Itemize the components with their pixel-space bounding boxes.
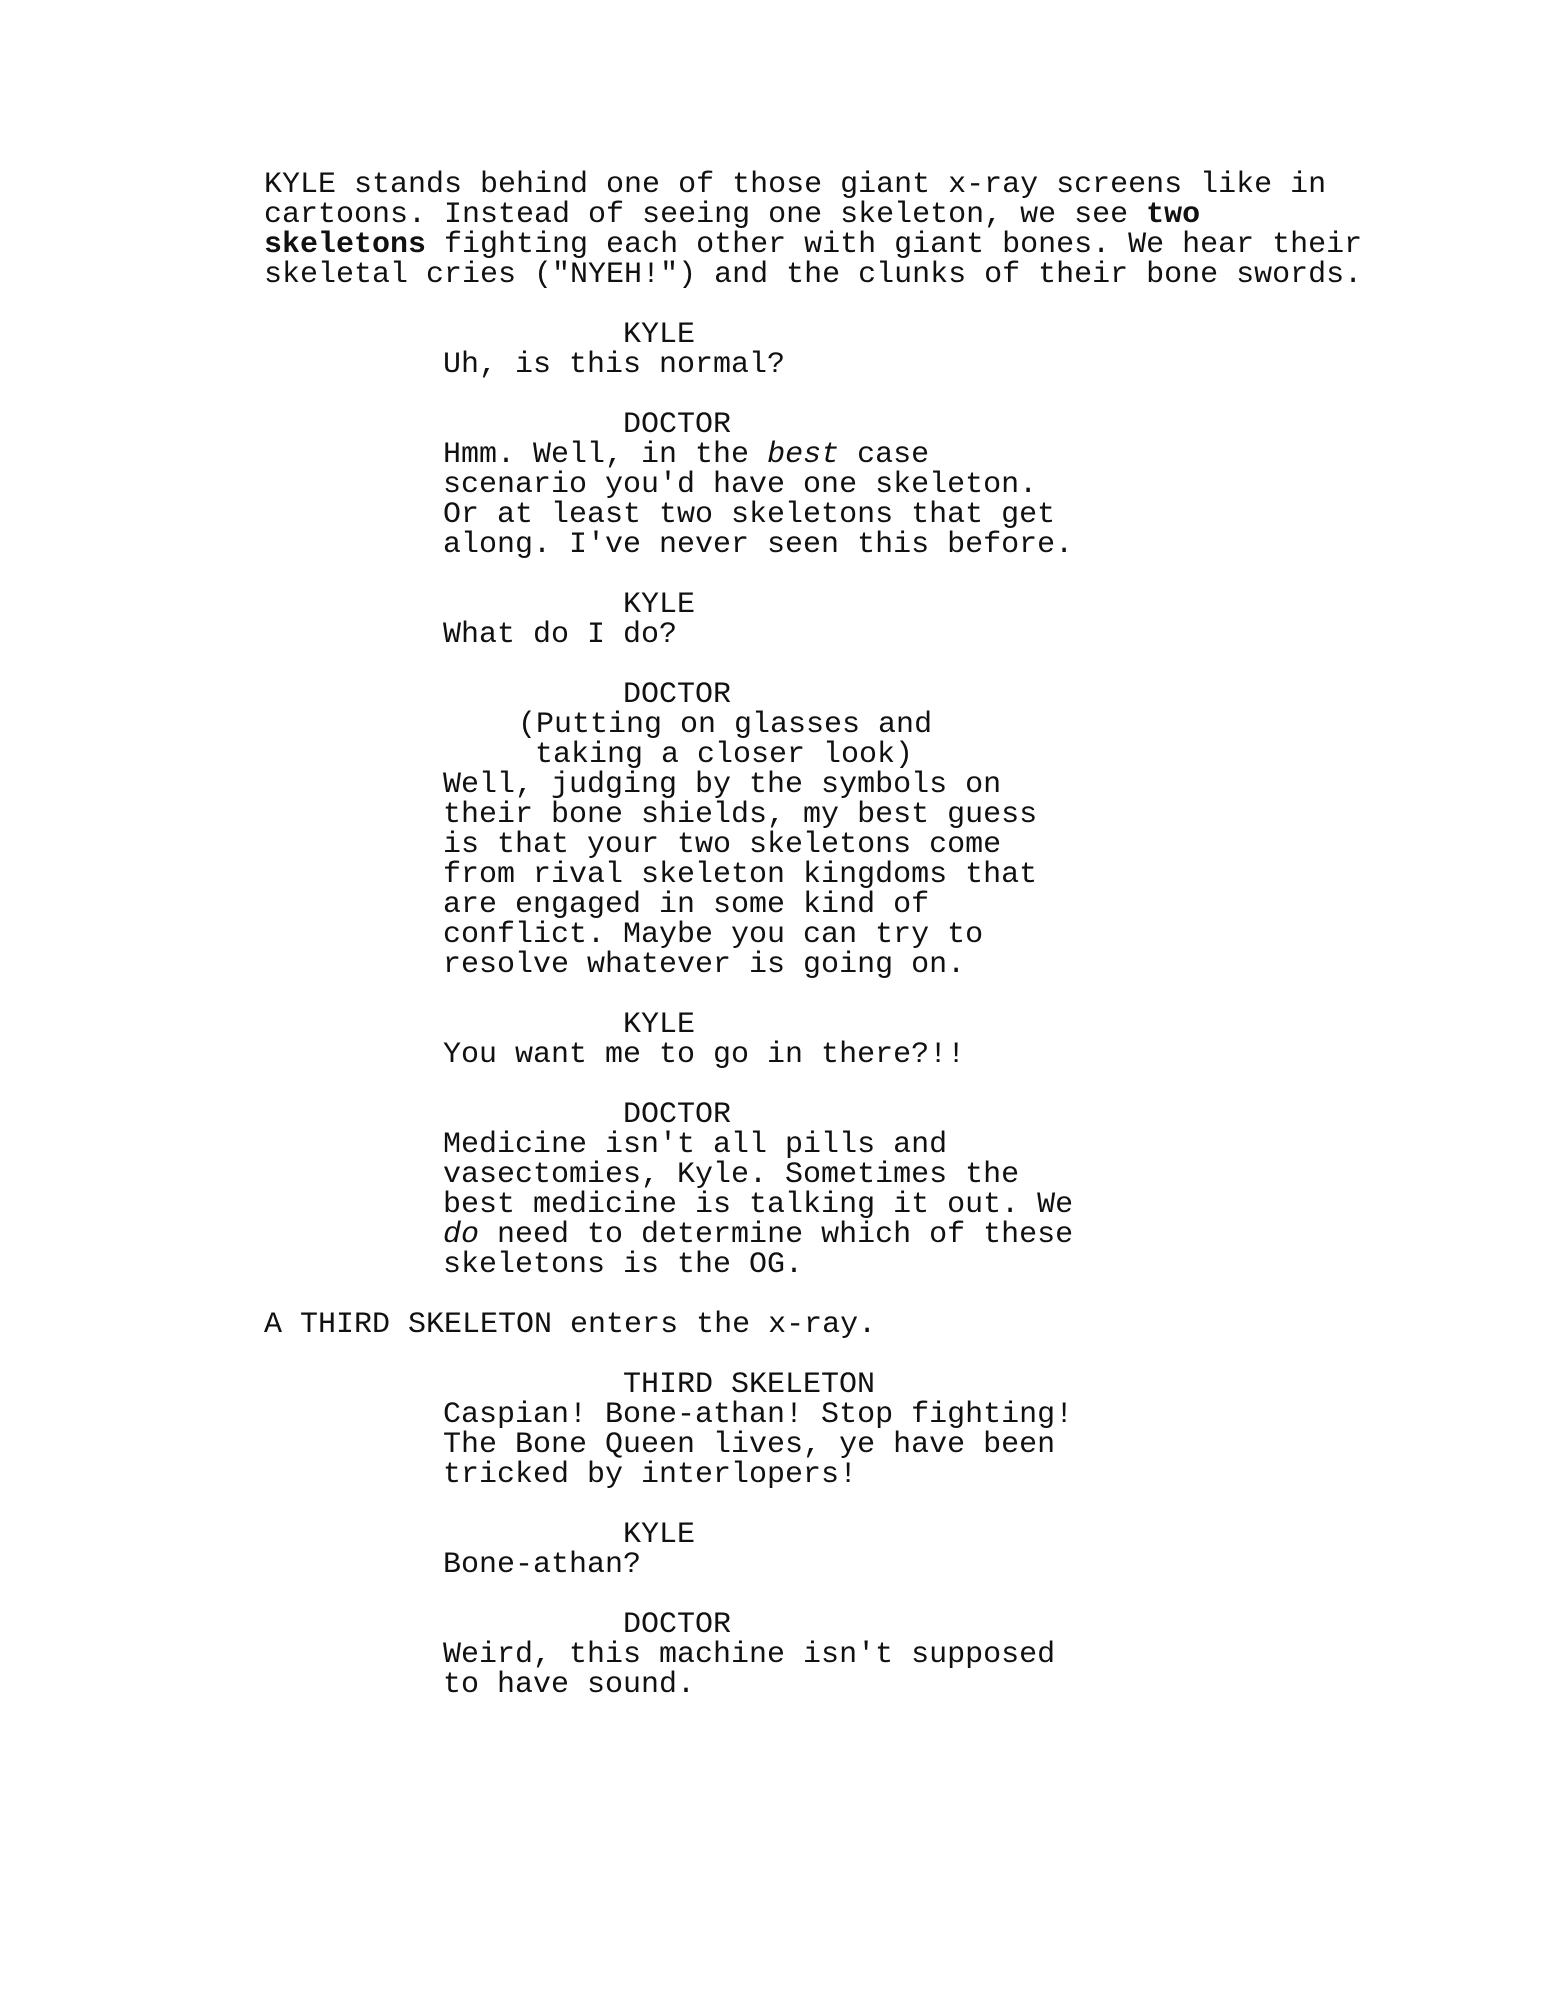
- character-cue: KYLE: [623, 318, 696, 352]
- dialogue-line: their bone shields, my best guess: [443, 798, 1038, 832]
- dialogue-line: Medicine isn't all pills and: [443, 1128, 948, 1162]
- dialogue-line: skeletons is the OG.: [443, 1248, 804, 1282]
- action-line: KYLE stands behind one of those giant x-ray screens like in: [264, 168, 1327, 202]
- dialogue-line: along. I've never seen this before.: [443, 528, 1074, 562]
- dialogue-line: You want me to go in there?!!: [443, 1038, 966, 1072]
- dialogue-line: to have sound.: [443, 1668, 696, 1702]
- dialogue-line: Or at least two skeletons that get: [443, 498, 1056, 532]
- bold-text: skeletons: [264, 228, 427, 262]
- action-line: skeletal cries ("NYEH!") and the clunks of their bone swords.: [264, 258, 1363, 292]
- dialogue-line: resolve whatever is going on.: [443, 948, 966, 982]
- dialogue-line: do need to determine which of these: [443, 1218, 1074, 1252]
- dialogue-line: vasectomies, Kyle. Sometimes the: [443, 1158, 1020, 1192]
- parenthetical-line: (Putting on glasses and: [518, 708, 933, 742]
- dialogue-line: is that your two skeletons come: [443, 828, 1002, 862]
- action-line: cartoons. Instead of seeing one skeleton, we see two: [264, 198, 1201, 232]
- dialogue-line: Uh, is this normal?: [443, 348, 786, 382]
- dialogue-line: What do I do?: [443, 618, 678, 652]
- character-cue: DOCTOR: [623, 678, 732, 712]
- italic-text: best: [767, 438, 840, 472]
- character-cue: KYLE: [623, 588, 696, 622]
- dialogue-line: Caspian! Bone-athan! Stop fighting!: [443, 1398, 1074, 1432]
- bold-text: two: [1146, 198, 1201, 232]
- character-cue: KYLE: [623, 1518, 696, 1552]
- action-line: A THIRD SKELETON enters the x-ray.: [264, 1308, 877, 1342]
- character-cue: THIRD SKELETON: [623, 1368, 876, 1402]
- dialogue-line: Well, judging by the symbols on: [443, 768, 1002, 802]
- dialogue-line: tricked by interlopers!: [443, 1458, 858, 1492]
- parenthetical-line: taking a closer look): [535, 738, 914, 772]
- dialogue-line: conflict. Maybe you can try to: [443, 918, 984, 952]
- character-cue: DOCTOR: [623, 1098, 732, 1132]
- dialogue-line: Hmm. Well, in the best case: [443, 438, 930, 472]
- dialogue-line: are engaged in some kind of: [443, 888, 930, 922]
- character-cue: KYLE: [623, 1008, 696, 1042]
- dialogue-line: Bone-athan?: [443, 1548, 642, 1582]
- character-cue: DOCTOR: [623, 408, 732, 442]
- dialogue-line: from rival skeleton kingdoms that: [443, 858, 1038, 892]
- character-cue: DOCTOR: [623, 1608, 732, 1642]
- dialogue-line: The Bone Queen lives, ye have been: [443, 1428, 1056, 1462]
- dialogue-line: scenario you'd have one skeleton.: [443, 468, 1038, 502]
- italic-text: do: [443, 1218, 480, 1252]
- action-line: skeletons fighting each other with giant bones. We hear their: [264, 228, 1363, 262]
- dialogue-line: best medicine is talking it out. We: [443, 1188, 1074, 1222]
- dialogue-line: Weird, this machine isn't supposed: [443, 1638, 1056, 1672]
